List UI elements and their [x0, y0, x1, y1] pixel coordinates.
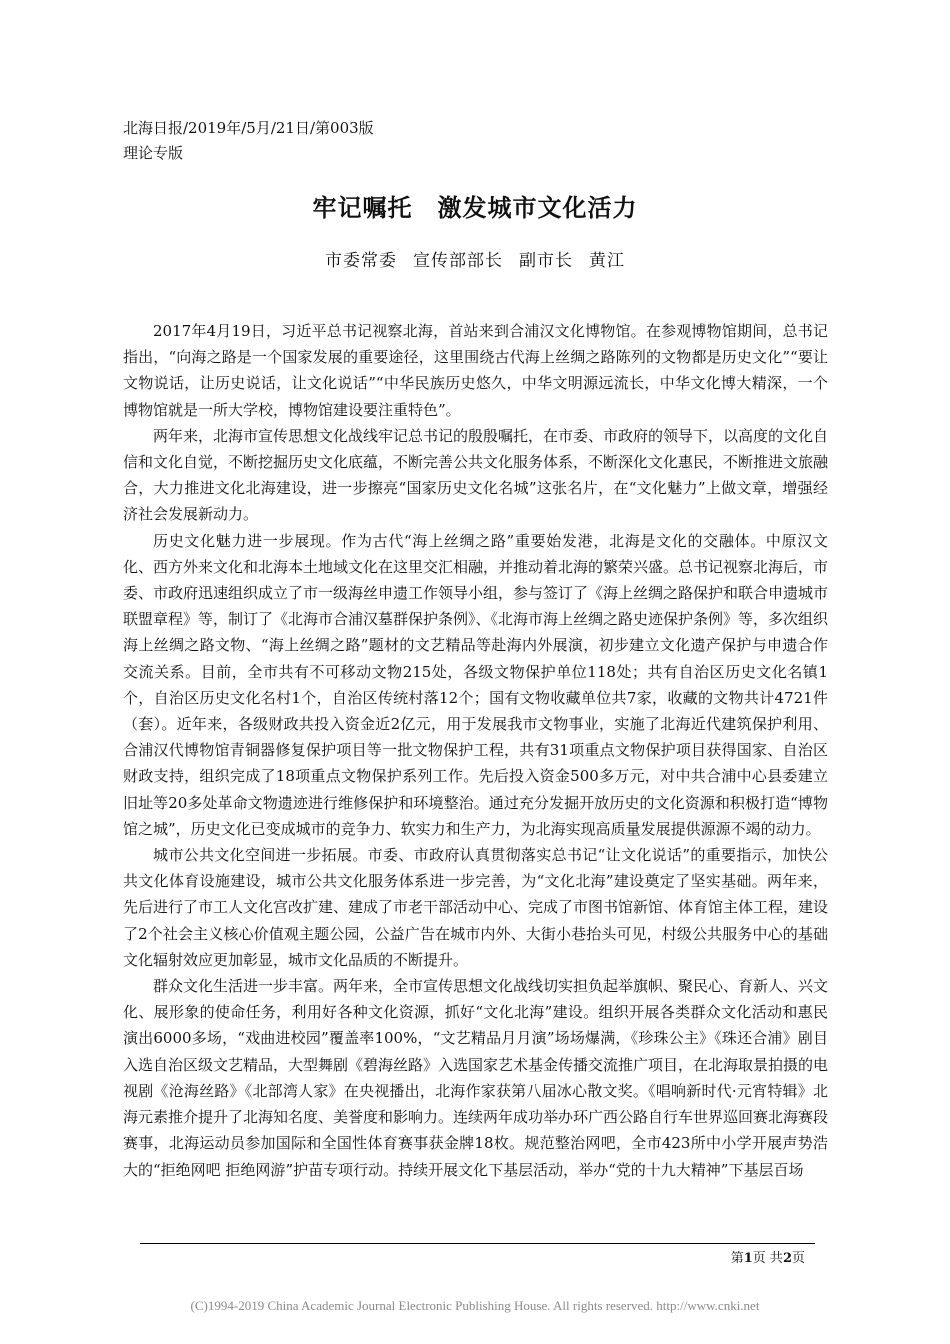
- author-role-3: 副市长: [519, 251, 573, 271]
- page-current: 1: [743, 1251, 753, 1266]
- footer-divider: [140, 1243, 815, 1244]
- source-info: [123, 116, 374, 166]
- author-name: 黄江: [589, 251, 625, 271]
- paragraph: 两年来，北海市宣传思想文化战线牢记总书记的殷殷嘱托，在市委、市政府的领导下，以高度的文化自信和文化自觉，不断挖掘历史文化底蕴，不断完善公共文化服务体系，不断深化文化惠民，不断推进文旅融合，大力推进文化北海建设，进一步擦亮“国家历史文化名城”这张名片，在“文化魅力”上做文章，增强经济社会发展新动力。: [123, 426, 829, 524]
- copyright-notice: (C)1994-2019 China Academic Journal Electronic Publishing House. All rights reserved. http://www.cnki.net: [190, 1298, 760, 1313]
- author-role-1: 市委常委: [325, 251, 397, 271]
- author-line: [0, 246, 950, 271]
- author-role-2: 宣传部部长: [413, 251, 503, 271]
- article-title: 牢记嘱托 激发城市文化活力: [312, 193, 638, 222]
- paragraph: 历史文化魅力进一步展现。作为古代“海上丝绸之路”重要始发港，北海是文化的交融体。中原汉文化、西方外来文化和北海本土地域文化在这里交汇相融，并推动着北海的繁荣兴盛。总书记视察北海后，市委、市政府迅速组织成立了市一级海丝申遗工作领导小组，参与签订了《海上丝绸之路保护和联合申遗城市联盟章程》等，制订了《北海市合浦汉墓群保护条例》、《北海市海上丝绸之路史迹保护条例》等，多次组织海上丝绸之路文物、“海上丝绸之路”题材的文艺精品等赴海内外展演，初步建立文化遗产保护与申遗合作交流关系。目前，全市共有不可移动文物215处，各级文物保护单位118处；共有自治区历史文化名镇1个，自治区历史文化名村1个，自治区传统村落12个；国有文物收藏单位共7家，收藏的文物共计4721件（套）。近年来，各级财政共投入资金近2亿元，用于发展我市文物事业，实施了北海近代建筑保护利用、合浦汉代博物馆青铜器修复保护项目等一批文物保护工程，共有31项重点文物保护项目获得国家、自治区财政支持，组织完成了18项重点文物保护系列工作。先后投入资金500多万元，对中共合浦中心县委建立旧址等20多处革命文物遗迹进行维修保护和环境整治。通过充分发掘开放历史的文化资源和积极打造“博物馆之城”，历史文化已变成城市的竞争力、软实力和生产力，为北海实现高质量发展提供源源不竭的动力。: [123, 531, 829, 838]
- article-body: [123, 318, 828, 1183]
- page-prefix: 第: [730, 1251, 744, 1266]
- page-number: [731, 1247, 805, 1266]
- paragraph: 城市公共文化空间进一步拓展。市委、市政府认真贯彻落实总书记“让文化说话”的重要指示，加快公共文化体育设施建设，城市公共文化服务体系进一步完善，为“文化北海”建设奠定了坚实基础。两年来，先后进行了市工人文化宫改扩建、建成了市老干部活动中心、完成了市图书馆新馆、体育馆主体工程，建设了2个社会主义核心价值观主题公园，公益广告在城市内外、大街小巷抬头可见，村级公共服务中心的基础文化辐射效应更加彰显，城市文化品质的不断提升。: [123, 846, 829, 969]
- page-total: 2: [782, 1251, 792, 1266]
- section-name: 理论专版: [123, 144, 184, 162]
- page-mid: 页 共: [752, 1251, 783, 1266]
- source-line: 北海日报/2019年/5月/21日/第003版: [123, 119, 374, 137]
- page-suffix: 页: [791, 1251, 805, 1266]
- paragraph: 群众文化生活进一步丰富。两年来，全市宣传思想文化战线切实担负起举旗帜、聚民心、育新人、兴文化、展形象的使命任务，利用好各种文化资源，抓好“文化北海”建设。组织开展各类群众文化活动和惠民演出6000多场，“戏曲进校园”覆盖率100%，“文艺精品月月演”场场爆满，《珍珠公主》《珠还合浦》剧目入选自治区级文艺精品，大型舞剧《碧海丝路》入选国家艺术基金传播交流推广项目，在北海取景拍摄的电视剧《沧海丝路》《北部湾人家》在央视播出，北海作家获第八届冰心散文奖。《唱响新时代·元宵特辑》北海元素推介提升了北海知名度、美誉度和影响力。连续两年成功举办环广西公路自行车世界巡回赛北海赛段赛事，北海运动员参加国际和全国性体育赛事获金牌18枚。规范整治网吧，全市423所中小学开展声势浩大的“拒绝网吧 拒绝网游”护苗专项行动。持续开展文化下基层活动，举办“党的十九大精神”下基层百场: [123, 977, 829, 1179]
- paragraph: 2017年4月19日，习近平总书记视察北海，首站来到合浦汉文化博物馆。在参观博物馆期间，总书记指出，“向海之路是一个国家发展的重要途径，这里围绕古代海上丝绸之路陈列的文物都是历史文化”“要让文物说话，让历史说话，让文化说话”“中华民族历史悠久，中华文明源远流长，中华文化博大精深，一个博物馆就是一所大学校，博物馆建设要注重特色”。: [123, 322, 828, 419]
